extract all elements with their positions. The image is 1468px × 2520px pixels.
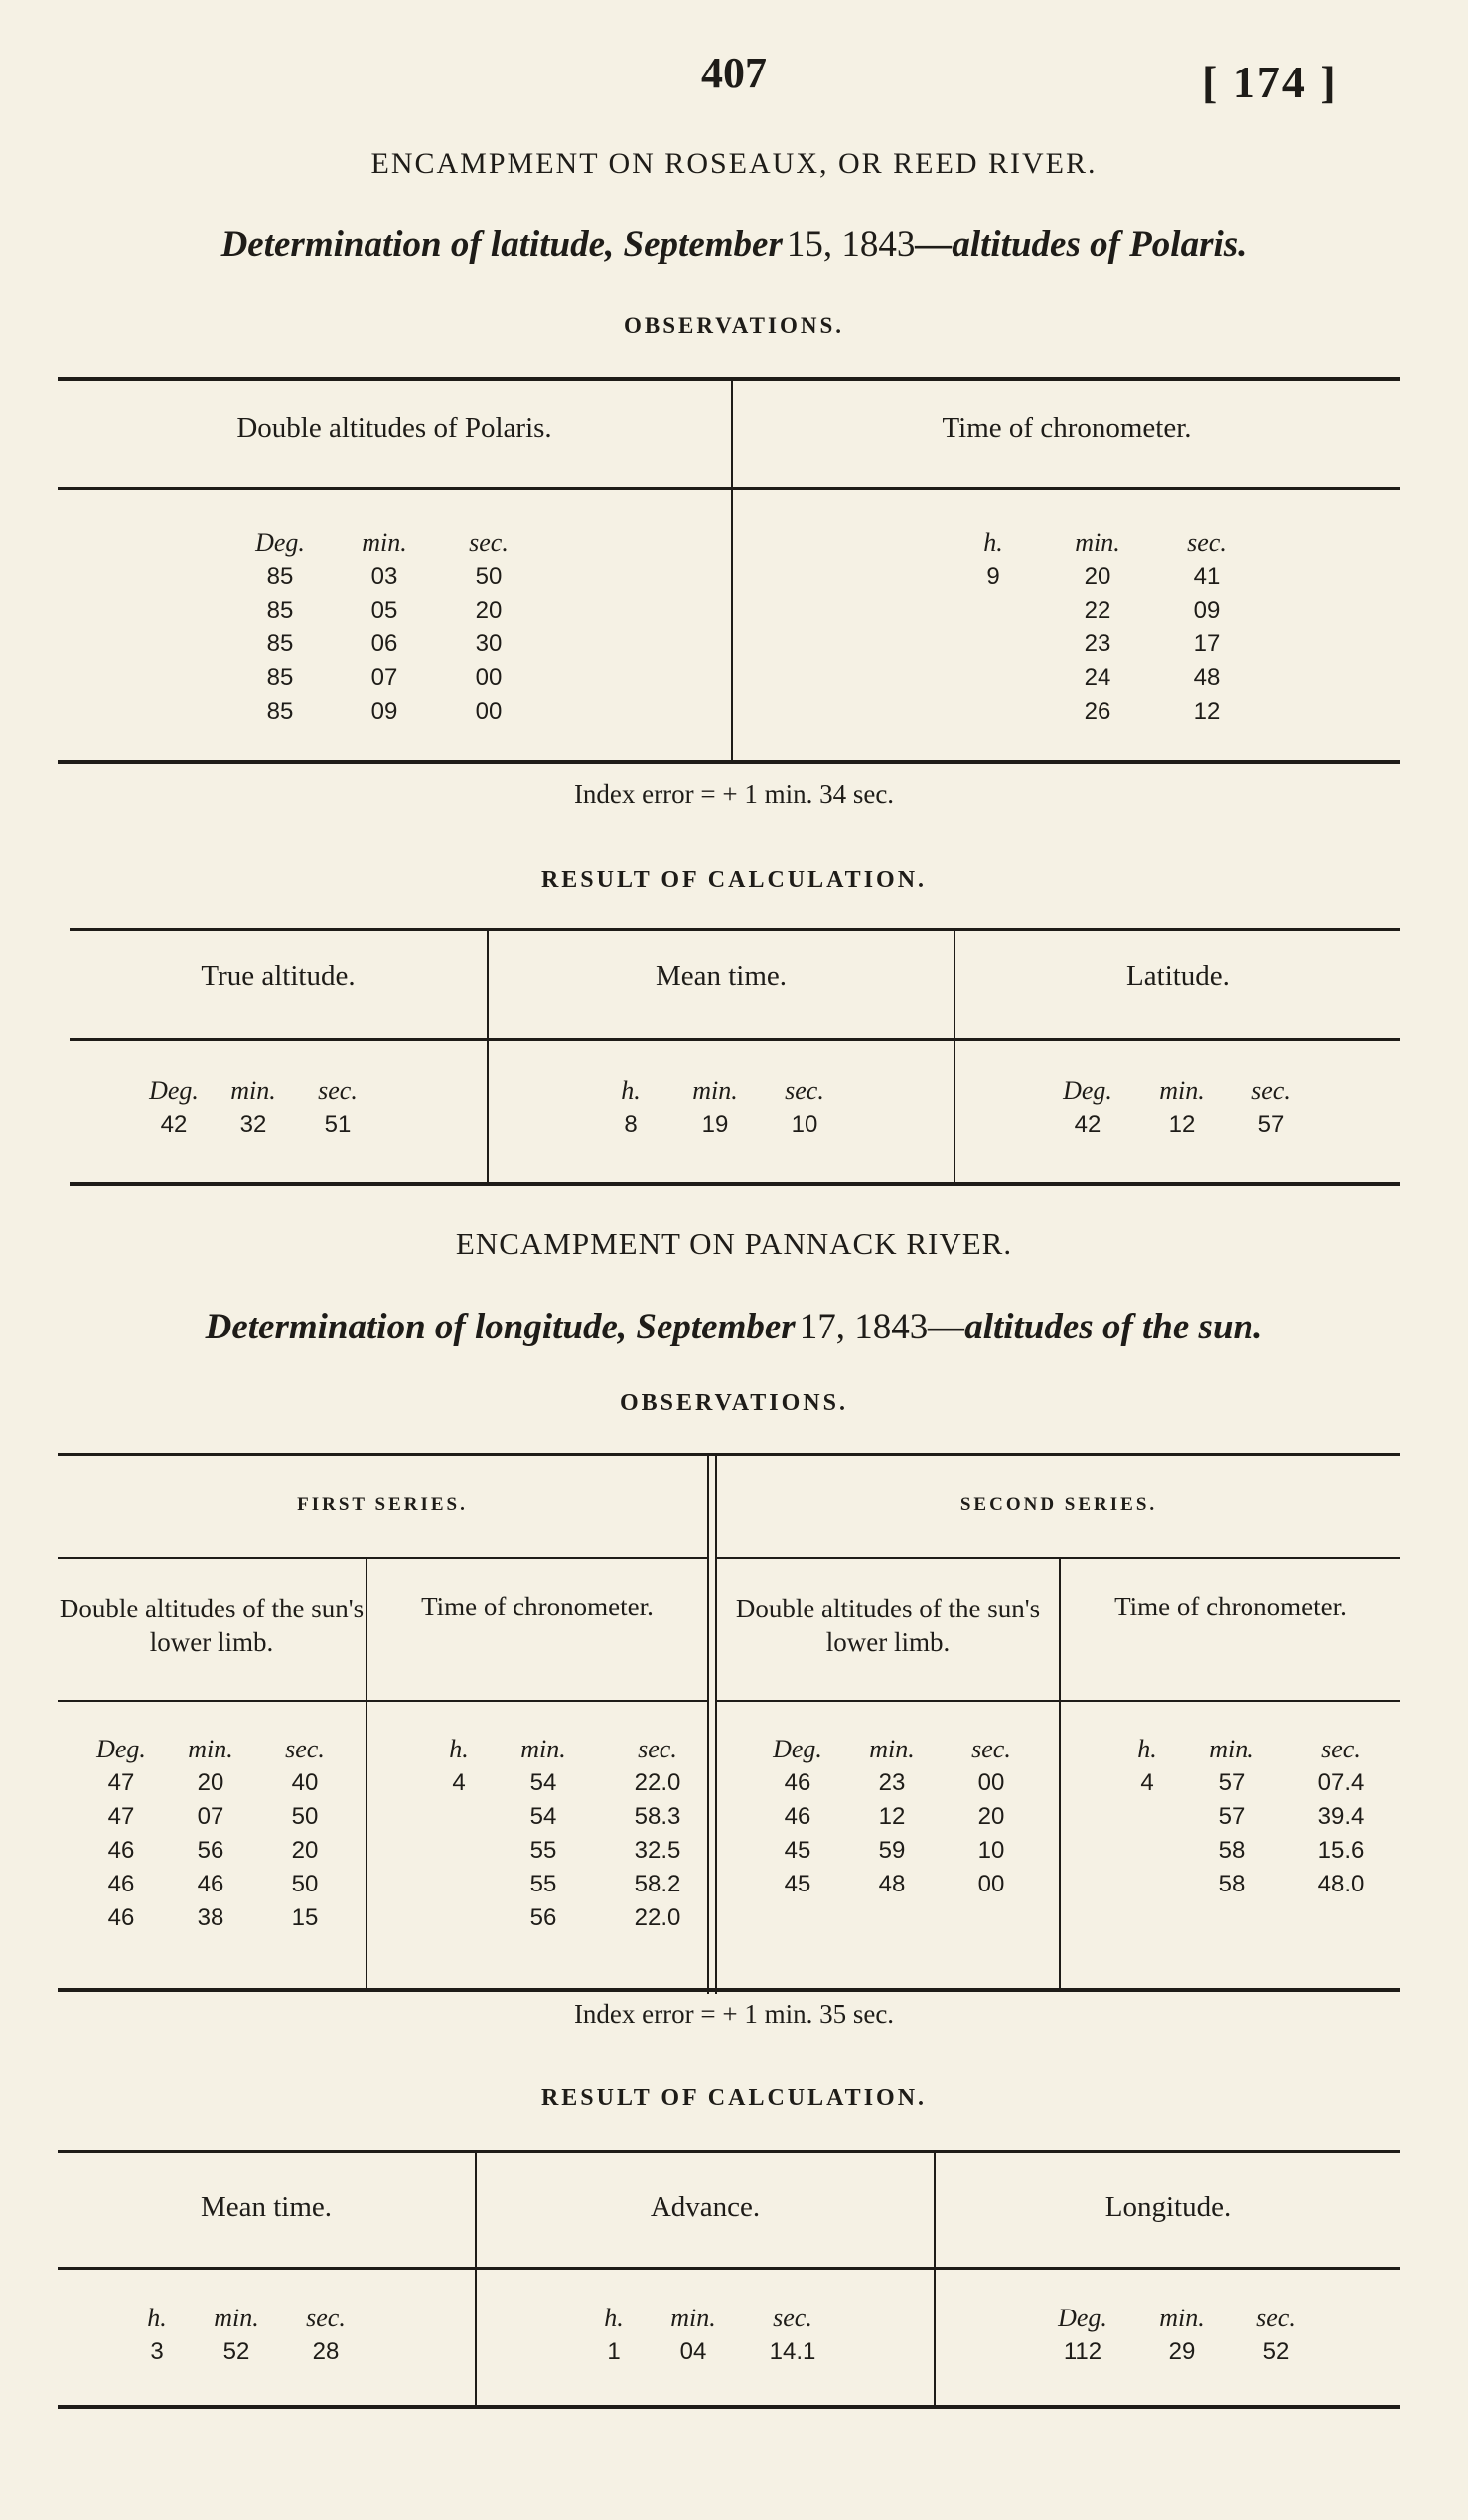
header-second-time: Time of chronometer. xyxy=(1114,1592,1347,1621)
series-label-first: FIRST SERIES. xyxy=(297,1494,468,1515)
mean-time-2-value: h. min. sec. 3 52 28 xyxy=(147,2304,346,2365)
list-item: 46 xyxy=(107,1837,135,1864)
section1-title: Determination of latitude, September 15, 1843—altitudes of Polaris. xyxy=(220,224,1248,265)
second-series-altitudes-list: Deg. min. sec. 46 23 00 46 12 20 45 59 10 45 48 00 xyxy=(753,1733,1041,1901)
header-double-altitudes-polaris: Double altitudes of Polaris. xyxy=(236,412,552,444)
list-item xyxy=(949,695,1038,729)
section2-index-error: Index error = + 1 min. 35 sec. xyxy=(573,1999,895,2029)
section1-index-error: Index error = + 1 min. 34 sec. xyxy=(573,779,895,809)
series-label-second: SECOND SERIES. xyxy=(959,1494,1158,1515)
page-number: 407 xyxy=(701,49,767,97)
list-item: 9 xyxy=(986,563,1000,590)
list-item xyxy=(1117,1868,1177,1901)
section2-result-label: RESULT OF CALCULATION. xyxy=(540,2085,928,2111)
list-item xyxy=(429,1901,489,1935)
header-latitude: Latitude. xyxy=(1126,960,1230,992)
list-item: 85 xyxy=(266,597,294,624)
list-item: 85 xyxy=(266,563,294,590)
list-item: 85 xyxy=(266,664,294,691)
longitude-value: Deg. min. sec. 112 29 52 xyxy=(1058,2304,1296,2365)
advance-value: h. min. sec. 1 04 14.1 xyxy=(604,2304,816,2365)
first-series-altitudes-list: Deg. min. sec. 47 20 40 47 07 50 46 56 20 46 46 50 46 38 15 xyxy=(81,1733,350,1935)
list-item: 85 xyxy=(266,630,294,657)
section2-title: Determination of longitude, September 17, 1843—altitudes of the sun. xyxy=(205,1307,1263,1347)
section1-result-label: RESULT OF CALCULATION. xyxy=(540,867,928,893)
second-series-times-list: h. min. sec. 4 57 07.4 57 39.4 58 15.6 58 48.0 xyxy=(1117,1733,1395,1901)
list-item: 47 xyxy=(107,1769,135,1796)
header-second-altitudes: Double altitudes of the sun's lower limb. xyxy=(735,1594,1041,1657)
section1-observations-label: OBSERVATIONS. xyxy=(623,313,845,338)
list-item: 45 xyxy=(784,1837,811,1864)
list-item: 85 xyxy=(266,698,294,725)
list-item xyxy=(1117,1834,1177,1868)
list-item xyxy=(949,628,1038,661)
polaris-altitudes-list: Deg. min. sec. 85 03 50 85 05 20 85 06 30 85 07 00 85 09 00 xyxy=(230,526,538,729)
list-item xyxy=(949,661,1038,695)
list-item: 46 xyxy=(784,1803,811,1830)
true-altitude-value: Deg. min. sec. 42 32 51 xyxy=(149,1076,358,1138)
list-item: 46 xyxy=(784,1769,811,1796)
header-time-chronometer: Time of chronometer. xyxy=(942,412,1192,444)
list-item xyxy=(949,594,1038,628)
latitude-value: Deg. min. sec. 42 12 57 xyxy=(1063,1076,1291,1138)
page-bracket-number: [ 174 ] xyxy=(1202,57,1338,107)
header-true-altitude: True altitude. xyxy=(201,960,356,992)
first-series-times-list: h. min. sec. 4 54 22.0 54 58.3 55 32.5 55 58.2 56 22.0 xyxy=(429,1733,717,1935)
header-longitude: Longitude. xyxy=(1104,2191,1232,2223)
list-item: 47 xyxy=(107,1803,135,1830)
header-first-time: Time of chronometer. xyxy=(421,1592,654,1621)
list-item: 4 xyxy=(1140,1769,1154,1796)
list-item xyxy=(429,1800,489,1834)
list-item xyxy=(429,1868,489,1901)
mean-time-value: h. min. sec. 8 19 10 xyxy=(621,1076,824,1138)
list-item: 45 xyxy=(784,1871,811,1897)
list-item: 46 xyxy=(107,1904,135,1931)
list-item: 46 xyxy=(107,1871,135,1897)
list-item: 4 xyxy=(452,1769,466,1796)
section2-heading: ENCAMPMENT ON PANNACK RIVER. xyxy=(455,1226,1013,1261)
list-item xyxy=(429,1834,489,1868)
section1-heading: ENCAMPMENT ON ROSEAUX, OR REED RIVER. xyxy=(370,147,1098,180)
chronometer-times-list: h. min. sec. 9 20 41 22 09 23 17 24 48 26 12 xyxy=(949,526,1256,729)
header-mean-time: Mean time. xyxy=(655,960,788,992)
header-advance: Advance. xyxy=(650,2191,761,2223)
header-first-altitudes: Double altitudes of the sun's lower limb. xyxy=(59,1594,365,1657)
list-item xyxy=(1117,1800,1177,1834)
section2-observations-label: OBSERVATIONS. xyxy=(619,1390,848,1416)
header-mean-time-2: Mean time. xyxy=(200,2191,333,2223)
